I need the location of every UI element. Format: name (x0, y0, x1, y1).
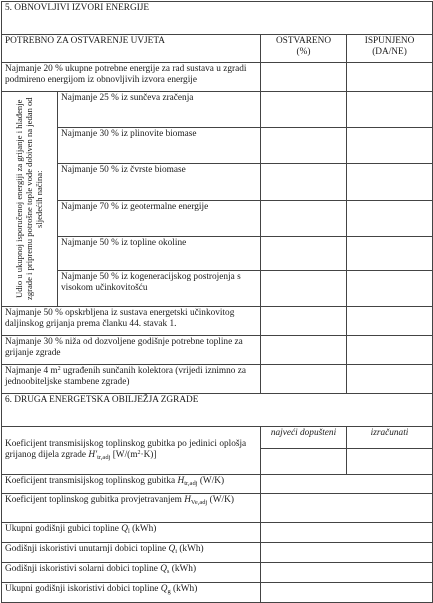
row-collectors-achieved[interactable] (261, 365, 347, 394)
group-item-solid-biomass-fulfilled[interactable] (347, 164, 433, 200)
group-item-geothermal: Najmanje 70 % iz geotermalne energije (58, 200, 261, 236)
row-qi-value[interactable] (261, 543, 433, 563)
row-ql-label: Ukupni godišnji gubici topline $Q_l$ (kWh) (2, 523, 261, 543)
group-item-gas-biomass: Najmanje 30 % iz plinovite biomase (58, 128, 261, 164)
row-ql-value[interactable] (261, 523, 433, 543)
group-item-ambient: Najmanje 50 % iz topline okoline (58, 236, 261, 270)
section6-title: 6. DRUGA ENERGETSKA OBILJEŽJA ZGRADE (2, 394, 433, 427)
row-lower30-achieved[interactable] (261, 336, 347, 365)
max-allowed-header: najveći dopušteni (261, 427, 347, 449)
group-item-solar-fulfilled[interactable] (347, 92, 433, 128)
row-district-fulfilled[interactable] (347, 307, 433, 336)
section5-title: 5. OBNOVLJIVI IZVORI ENERGIJE (2, 2, 433, 35)
group-item-solar: Najmanje 25 % iz sunčeva zračenja (58, 92, 261, 128)
group-item-geothermal-fulfilled[interactable] (347, 200, 433, 236)
row-lower30-fulfilled[interactable] (347, 336, 433, 365)
row-lower30-label: Najmanje 30 % niža od dozvoljene godišnje potrebne topline za grijanje zgrade (2, 336, 261, 365)
row-min20-fulfilled[interactable] (347, 63, 433, 92)
group-item-cogeneration-achieved[interactable] (261, 270, 347, 306)
row-qi-label: Godišnji iskoristivi unutarnji dobici topline $Q_i$ (kWh) (2, 543, 261, 563)
row-collectors-label: Najmanje 4 $m^2$ ugrađenih sunčanih kolektora (vrijedi iznimno za jednoobiteljske stambene zgrade) (2, 365, 261, 394)
group-item-gas-biomass-fulfilled[interactable] (347, 128, 433, 164)
coef-h-max-allowed[interactable] (261, 449, 347, 475)
row-qs-value[interactable] (261, 563, 433, 583)
row-htr-value[interactable] (261, 475, 433, 494)
row-qg-label: Ukupni godišnji iskoristivi dobici topline $Q_g$ (kWh) (2, 583, 261, 603)
group-label: Udio u ukupnoj isporučenoj energiji za grijanje i hlađenje zgrade i pripremu potrošne tople vode dobiven na jedan od sljedećih načina: (13, 97, 44, 301)
row-district-label: Najmanje 50 % opskrbljena iz sustava energetski učinkovitog daljinskog grijanja prema članku 44. stavak 1. (2, 307, 261, 336)
requirement-header: POTREBNO ZA OSTVARENJE UVJETA (2, 35, 261, 63)
group-item-solar-achieved[interactable] (261, 92, 347, 128)
calculated-header: izračunati (347, 427, 433, 449)
group-item-cogeneration: Najmanje 50 % iz kogeneracijskog postrojenja s visokom učinkovitošću (58, 270, 261, 306)
achieved-header: OSTVARENO (%) (261, 35, 347, 63)
coef-h-label: Koeficijent transmisijskog toplinskog gubitka po jedinici oplošja grijanog dijela zgrade $H'_{tr,adj}$ $[W/(m^2\cdot K)]$ (2, 427, 261, 475)
energy-certificate-form (1, 1, 432, 599)
row-htr-label: Koeficijent transmisijskog toplinskog gubitka $H_{tr,adj}$ (W/K) (2, 475, 261, 494)
group-item-gas-biomass-achieved[interactable] (261, 128, 347, 164)
group-item-solid-biomass: Najmanje 50 % iz čvrste biomase (58, 164, 261, 200)
group-item-ambient-achieved[interactable] (261, 236, 347, 270)
fulfilled-header: ISPUNJENO (DA/NE) (347, 35, 433, 63)
row-collectors-fulfilled[interactable] (347, 365, 433, 394)
row-hve-label: Koeficijent toplinskog gubitka provjetravanjem $H_{Ve,adj}$ (W/K) (2, 494, 261, 523)
group-item-cogeneration-fulfilled[interactable] (347, 270, 433, 306)
energy-table (1, 1, 433, 603)
row-min20-label: Najmanje 20 % ukupne potrebne energije za rad sustava u zgradi podmireno energijom iz obnovljivih izvora energije (2, 63, 261, 92)
coef-h-calculated[interactable] (347, 449, 433, 475)
row-qs-label: Godišnji iskoristivi solarni dobici topline $Q_s$ (kWh) (2, 563, 261, 583)
row-hve-value[interactable] (261, 494, 433, 523)
group-item-solid-biomass-achieved[interactable] (261, 164, 347, 200)
group-label-cell (2, 92, 58, 307)
row-district-achieved[interactable] (261, 307, 347, 336)
row-min20-achieved[interactable] (261, 63, 347, 92)
group-item-geothermal-achieved[interactable] (261, 200, 347, 236)
group-item-ambient-fulfilled[interactable] (347, 236, 433, 270)
